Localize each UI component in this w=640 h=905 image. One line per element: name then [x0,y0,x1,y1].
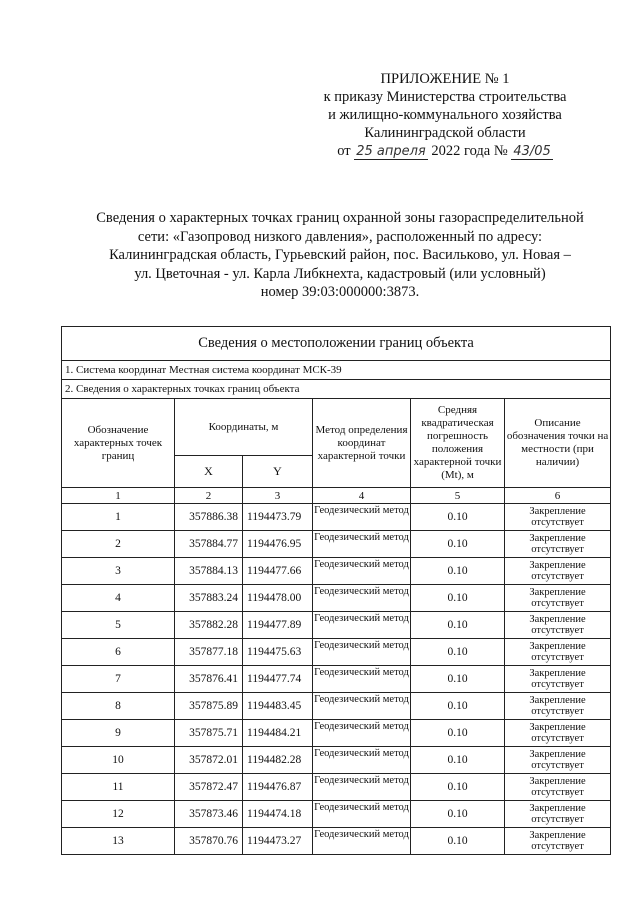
coordinate-system-row: 1. Система координат Местная система координат МСК-39 [62,361,611,380]
method-cell: Геодезический метод [313,666,411,693]
point-number-cell: 2 [62,531,175,558]
error-cell: 0.10 [411,801,505,828]
error-cell: 0.10 [411,747,505,774]
points-section-row: 2. Сведения о характерных точках границ объекта [62,380,611,399]
description-cell: Закрепление отсутствует [505,828,611,855]
header-coordinates: Координаты, м [175,399,313,456]
y-coordinate-cell: 1194473.27 [243,828,313,855]
error-cell: 0.10 [411,639,505,666]
point-number-cell: 4 [62,585,175,612]
method-cell: Геодезический метод [313,558,411,585]
method-cell: Геодезический метод [313,720,411,747]
table-row [62,504,611,531]
description-cell: Закрепление отсутствует [505,801,611,828]
intro-line: Калининградская область, Гурьевский район, пос. Васильково, ул. Новая – [109,247,571,263]
appendix-date-line [300,142,590,160]
method-cell: Геодезический метод [313,504,411,531]
description-cell: Закрепление отсутствует [505,693,611,720]
y-coordinate-cell: 1194482.28 [243,747,313,774]
y-coordinate-cell: 1194477.66 [243,558,313,585]
x-coordinate-cell: 357886.38 [175,504,243,531]
x-coordinate-cell: 357884.13 [175,558,243,585]
appendix-header [300,70,590,160]
intro-line: ул. Цветочная - ул. Карла Либкнехта, кадастровый (или условный) [134,265,546,282]
x-coordinate-cell: 357876.41 [175,666,243,693]
method-cell: Геодезический метод [313,693,411,720]
handwritten-date: 25 апреля [356,144,426,159]
column-number: 2 [175,488,243,504]
y-coordinate-cell: 1194484.21 [243,720,313,747]
point-number-cell: 11 [62,774,175,801]
table-row [62,531,611,558]
point-number-cell: 12 [62,801,175,828]
error-cell: 0.10 [411,666,505,693]
error-cell: 0.10 [411,531,505,558]
handwritten-order-number: 43/05 [513,144,551,159]
table-row [62,747,611,774]
x-coordinate-cell: 357883.24 [175,585,243,612]
appendix-title: ПРИЛОЖЕНИЕ № 1 [380,71,510,87]
description-cell: Закрепление отсутствует [505,612,611,639]
point-number-cell: 1 [62,504,175,531]
point-number-cell: 7 [62,666,175,693]
table-row [62,801,611,828]
table-row [62,612,611,639]
y-coordinate-cell: 1194473.79 [243,504,313,531]
y-coordinate-cell: 1194476.87 [243,774,313,801]
y-coordinate-cell: 1194474.18 [243,801,313,828]
table-row [62,693,611,720]
table-row [62,828,611,855]
x-coordinate-cell: 357884.77 [175,531,243,558]
header-point: Обозначение характерных точек границ [62,399,175,488]
table-title: Сведения о местоположении границ объекта [62,327,611,361]
method-cell: Геодезический метод [313,612,411,639]
x-coordinate-cell: 357872.01 [175,747,243,774]
error-cell: 0.10 [411,558,505,585]
point-number-cell: 8 [62,693,175,720]
point-number-cell: 3 [62,558,175,585]
description-cell: Закрепление отсутствует [505,720,611,747]
intro-paragraph [80,209,600,302]
header-error: Средняя квадратическая погрешность положения характерной точки (Mt), м [411,399,505,488]
error-cell: 0.10 [411,828,505,855]
description-cell: Закрепление отсутствует [505,747,611,774]
error-cell: 0.10 [411,774,505,801]
boundary-points-table [61,326,611,855]
description-cell: Закрепление отсутствует [505,504,611,531]
description-cell: Закрепление отсутствует [505,585,611,612]
table-row [62,639,611,666]
column-number: 3 [243,488,313,504]
header-y: Y [243,456,313,488]
x-coordinate-cell: 357877.18 [175,639,243,666]
header-method: Метод определения координат характерной точки [313,399,411,488]
header-x: X [175,456,243,488]
x-coordinate-cell: 357882.28 [175,612,243,639]
x-coordinate-cell: 357870.76 [175,828,243,855]
description-cell: Закрепление отсутствует [505,774,611,801]
x-coordinate-cell: 357875.71 [175,720,243,747]
y-coordinate-cell: 1194475.63 [243,639,313,666]
point-number-cell: 9 [62,720,175,747]
method-cell: Геодезический метод [313,585,411,612]
description-cell: Закрепление отсутствует [505,531,611,558]
intro-line: сети: «Газопровод низкого давления», расположенный по адресу: [137,228,543,245]
x-coordinate-cell: 357873.46 [175,801,243,828]
description-cell: Закрепление отсутствует [505,666,611,693]
error-cell: 0.10 [411,720,505,747]
date-prefix: от [337,143,351,159]
method-cell: Геодезический метод [313,531,411,558]
table-row [62,558,611,585]
table-row [62,774,611,801]
date-suffix: 2022 года № [431,143,508,159]
y-coordinate-cell: 1194477.89 [243,612,313,639]
intro-line: Сведения о характерных точках границ охранной зоны газораспределительной [96,210,584,226]
y-coordinate-cell: 1194483.45 [243,693,313,720]
point-number-cell: 10 [62,747,175,774]
table-row [62,585,611,612]
column-number: 5 [411,488,505,504]
method-cell: Геодезический метод [313,828,411,855]
x-coordinate-cell: 357872.47 [175,774,243,801]
appendix-line-3: Калининградской области [364,125,526,141]
method-cell: Геодезический метод [313,639,411,666]
point-number-cell: 6 [62,639,175,666]
y-coordinate-cell: 1194476.95 [243,531,313,558]
header-description: Описание обозначения точки на местности (при наличии) [505,399,611,488]
x-coordinate-cell: 357875.89 [175,693,243,720]
error-cell: 0.10 [411,693,505,720]
point-number-cell: 5 [62,612,175,639]
description-cell: Закрепление отсутствует [505,639,611,666]
point-number-cell: 13 [62,828,175,855]
method-cell: Геодезический метод [313,801,411,828]
column-number: 4 [313,488,411,504]
description-cell: Закрепление отсутствует [505,558,611,585]
intro-line: номер 39:03:000000:3873. [260,284,420,300]
y-coordinate-cell: 1194477.74 [243,666,313,693]
appendix-line-1: к приказу Министерства строительства [323,89,567,105]
method-cell: Геодезический метод [313,747,411,774]
y-coordinate-cell: 1194478.00 [243,585,313,612]
column-number: 6 [505,488,611,504]
error-cell: 0.10 [411,585,505,612]
error-cell: 0.10 [411,612,505,639]
column-number: 1 [62,488,175,504]
appendix-line-2: и жилищно-коммунального хозяйства [328,107,562,123]
method-cell: Геодезический метод [313,774,411,801]
error-cell: 0.10 [411,504,505,531]
table-row [62,666,611,693]
table-row [62,720,611,747]
